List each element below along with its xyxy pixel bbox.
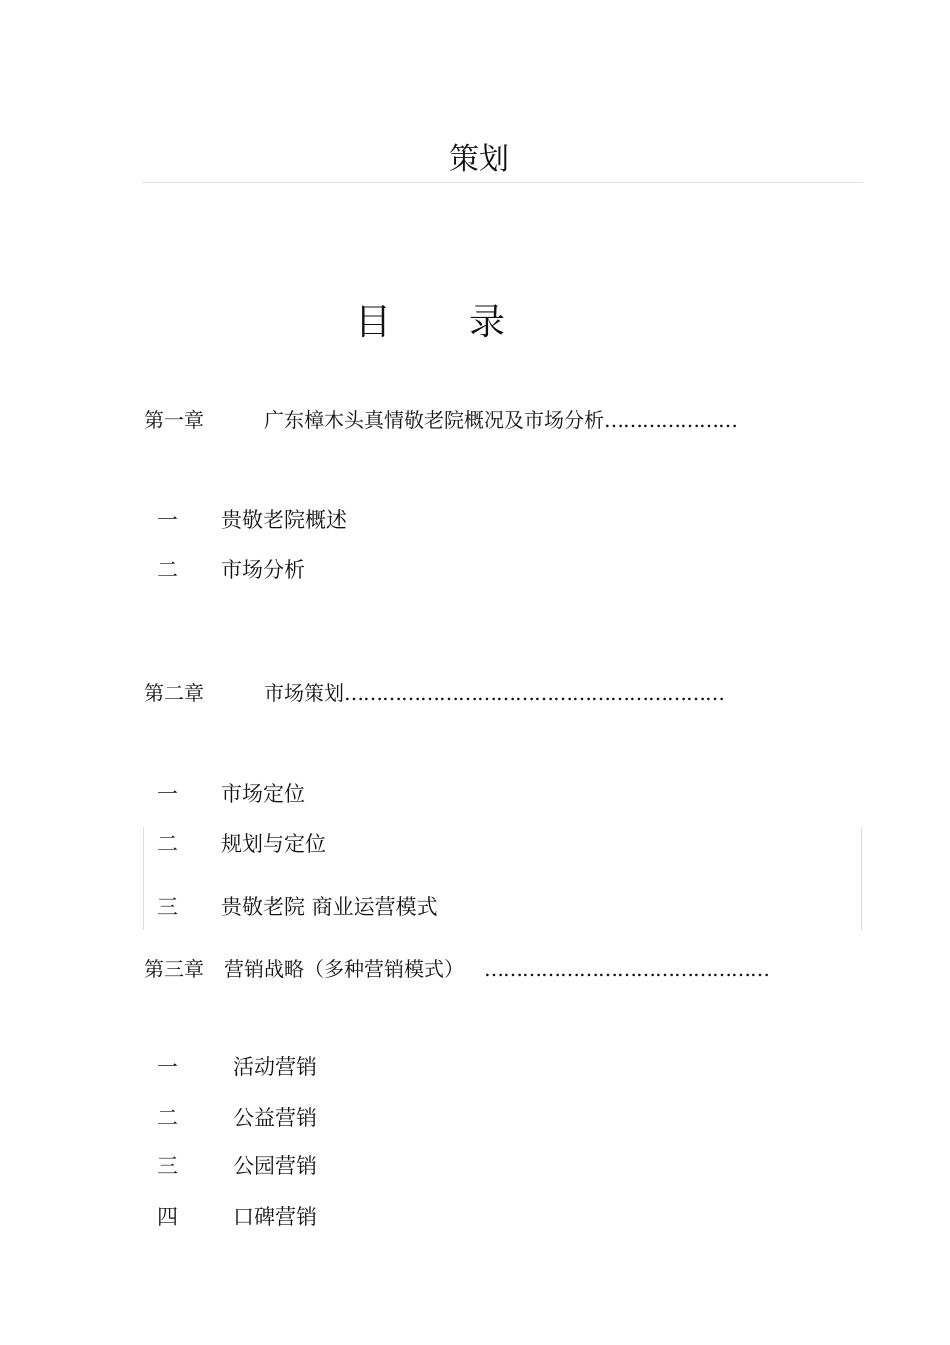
toc-item bbox=[157, 505, 347, 535]
item-number: 二 bbox=[157, 558, 178, 582]
toc-heading-right: 录 bbox=[469, 302, 506, 343]
chapter-title: 广东樟木头真情敬老院概况及市场分析 bbox=[264, 408, 604, 432]
toc-item bbox=[157, 892, 438, 922]
item-number: 二 bbox=[157, 832, 178, 856]
margin-rule-right bbox=[861, 827, 862, 930]
toc-item bbox=[157, 1151, 317, 1181]
toc-item bbox=[157, 779, 305, 809]
toc-heading bbox=[355, 300, 583, 346]
item-number: 三 bbox=[157, 895, 178, 919]
item-number: 二 bbox=[157, 1106, 178, 1130]
item-label: 贵敬老院概述 bbox=[221, 508, 347, 532]
toc-item bbox=[157, 1103, 317, 1133]
item-label: 口碑营销 bbox=[233, 1205, 317, 1229]
toc-chapter-3 bbox=[144, 955, 769, 983]
toc-chapter-2 bbox=[144, 679, 724, 707]
chapter-leader-dots: ……………………………………… bbox=[484, 957, 769, 981]
toc-item bbox=[157, 555, 305, 585]
toc-item bbox=[157, 1052, 317, 1082]
chapter-number: 第三章 bbox=[144, 957, 204, 981]
header-divider bbox=[142, 182, 863, 183]
item-label: 活动营销 bbox=[233, 1055, 317, 1079]
chapter-leader-dots: …………………………………………………… bbox=[344, 681, 724, 705]
item-number: 一 bbox=[157, 1055, 178, 1079]
item-label: 公益营销 bbox=[233, 1106, 317, 1130]
chapter-title: 市场策划 bbox=[264, 681, 344, 705]
margin-rule-left bbox=[143, 827, 144, 930]
item-label: 贵敬老院 商业运营模式 bbox=[221, 895, 438, 919]
toc-heading-left: 目 bbox=[355, 302, 392, 343]
item-label: 规划与定位 bbox=[221, 832, 326, 856]
item-number: 四 bbox=[157, 1205, 178, 1229]
item-number: 一 bbox=[157, 508, 178, 532]
chapter-number: 第二章 bbox=[144, 681, 204, 705]
item-number: 一 bbox=[157, 782, 178, 806]
item-label: 市场分析 bbox=[221, 558, 305, 582]
item-label: 市场定位 bbox=[221, 782, 305, 806]
toc-item bbox=[157, 829, 326, 859]
document-header-title: 策划 bbox=[449, 142, 509, 177]
toc-item bbox=[157, 1202, 317, 1232]
item-label: 公园营销 bbox=[233, 1154, 317, 1178]
chapter-leader-dots: ………………… bbox=[604, 408, 737, 432]
item-number: 三 bbox=[157, 1154, 178, 1178]
toc-chapter-1 bbox=[144, 406, 737, 434]
chapter-title: 营销战略（多种营销模式） bbox=[224, 957, 464, 981]
chapter-number: 第一章 bbox=[144, 408, 204, 432]
